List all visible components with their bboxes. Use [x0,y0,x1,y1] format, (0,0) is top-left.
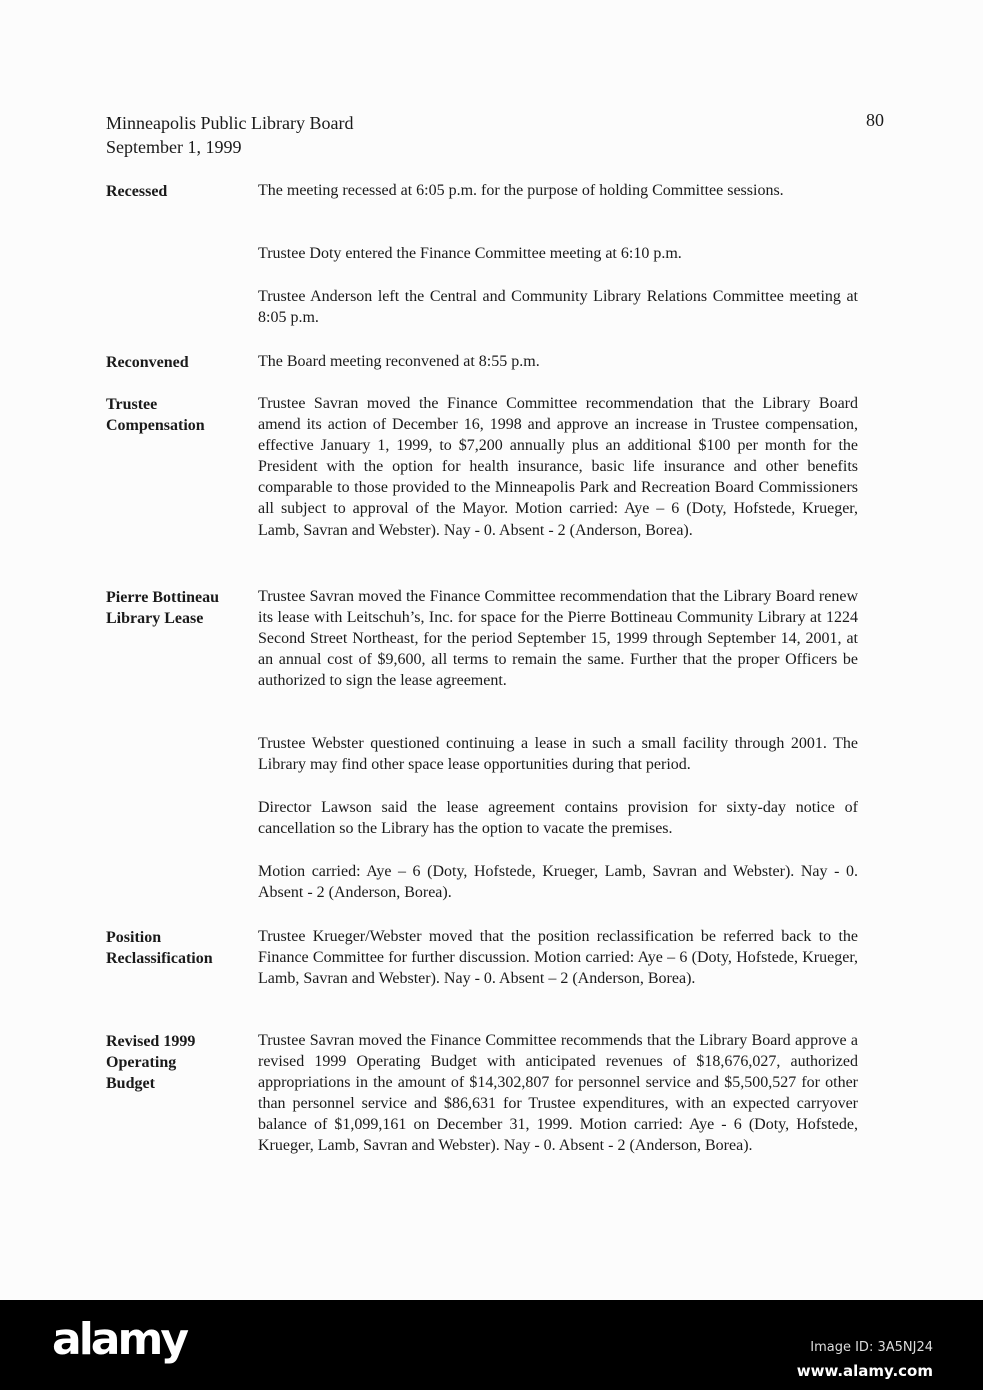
paragraph: Director Lawson said the lease agreement contains provision for sixty-day notice of cancellation so the Library has the option to vacate the premises. [258,799,858,838]
paragraph: Trustee Anderson left the Central and Community Library Relations Committee meeting at 8:05 p.m. [258,288,858,327]
paragraph: Trustee Savran moved the Finance Committee recommendation that the Library Board renew its lease with Leitschuh’s, Inc. for space for the Pierre Bottineau Community Library at 1224 Second Street Northeast, for the period September 15, 1999 through September 14, 2001, at an annual cost of $9,600, all terms to remain the same. Further that the proper Officers be authorized to sign the lease agreement. [258,588,858,690]
section-label-reconvened: Reconvened [106,354,189,371]
paragraph: Trustee Doty entered the Finance Committee meeting at 6:10 p.m. [258,245,682,262]
paragraph: The Board meeting reconvened at 8:55 p.m. [258,353,540,370]
paragraph: Trustee Savran moved the Finance Committee recommendation that the Library Board amend its action of December 16, 1998 and approve an increase in Trustee compensation, effective January 1, 1999, to $7,200 annually plus an additional $100 per month for the President with the option for health insurance, basic life insurance and other benefits comparable to those provided to the Minneapolis Park and Recreation Board Commissioners all subject to approval of the Mayor. Motion carried: Aye – 6 (Doty, Hofstede, Krueger, Lamb, Savran and Webster). Nay - 0. Absent - 2 (Anderson, Borea). [258,395,858,539]
watermark-bar [0,1300,983,1390]
document-date: September 1, 1999 [106,137,242,157]
paragraph: Trustee Krueger/Webster moved that the position reclassification be referred back to the Finance Committee for further discussion. Motion carried: Aye – 6 (Doty, Hofstede, Krueger, Lamb, Savran and Webster). Nay - 0. Absent – 2 (Anderson, Borea). [258,928,858,988]
paragraph: Motion carried: Aye – 6 (Doty, Hofstede, Krueger, Lamb, Savran and Webster). Nay - 0. Absent - 2 (Anderson, Borea). [258,863,858,902]
section-label-recessed: Recessed [106,183,168,200]
section-label-revised-operating-budget: Revised 1999 Operating Budget [106,1033,196,1092]
watermark-url: www.alamy.com [796,1362,933,1380]
section-label-position-reclassification: Position Reclassification [106,929,213,967]
page-number: 80 [866,110,884,130]
paragraph: The meeting recessed at 6:05 p.m. for the purpose of holding Committee sessions. [258,182,784,199]
paragraph: Trustee Webster questioned continuing a lease in such a small facility through 2001. The Library may find other space lease opportunities during that period. [258,735,858,774]
section-label-trustee-compensation: Trustee Compensation [106,396,205,434]
alamy-logo: alamy [52,1314,186,1365]
image-id: Image ID: 3A5NJ24 [810,1340,933,1355]
document-title: Minneapolis Public Library Board [106,113,354,133]
section-label-pierre-bottineau-lease: Pierre Bottineau Library Lease [106,589,220,627]
paragraph: Trustee Savran moved the Finance Committee recommends that the Library Board approve a revised 1999 Operating Budget with anticipated revenues of $18,676,027, authorized appropriations in the amount of $14,302,807 for personnel service and $5,500,527 for other than personnel service and $86,631 for Trustee expenditures, with an expected carryover balance of $1,099,161 on December 31, 1999. Motion carried: Aye - 6 (Doty, Hofstede, Krueger, Lamb, Savran and Webster). Nay - 0. Absent - 2 (Anderson, Borea). [258,1032,858,1155]
